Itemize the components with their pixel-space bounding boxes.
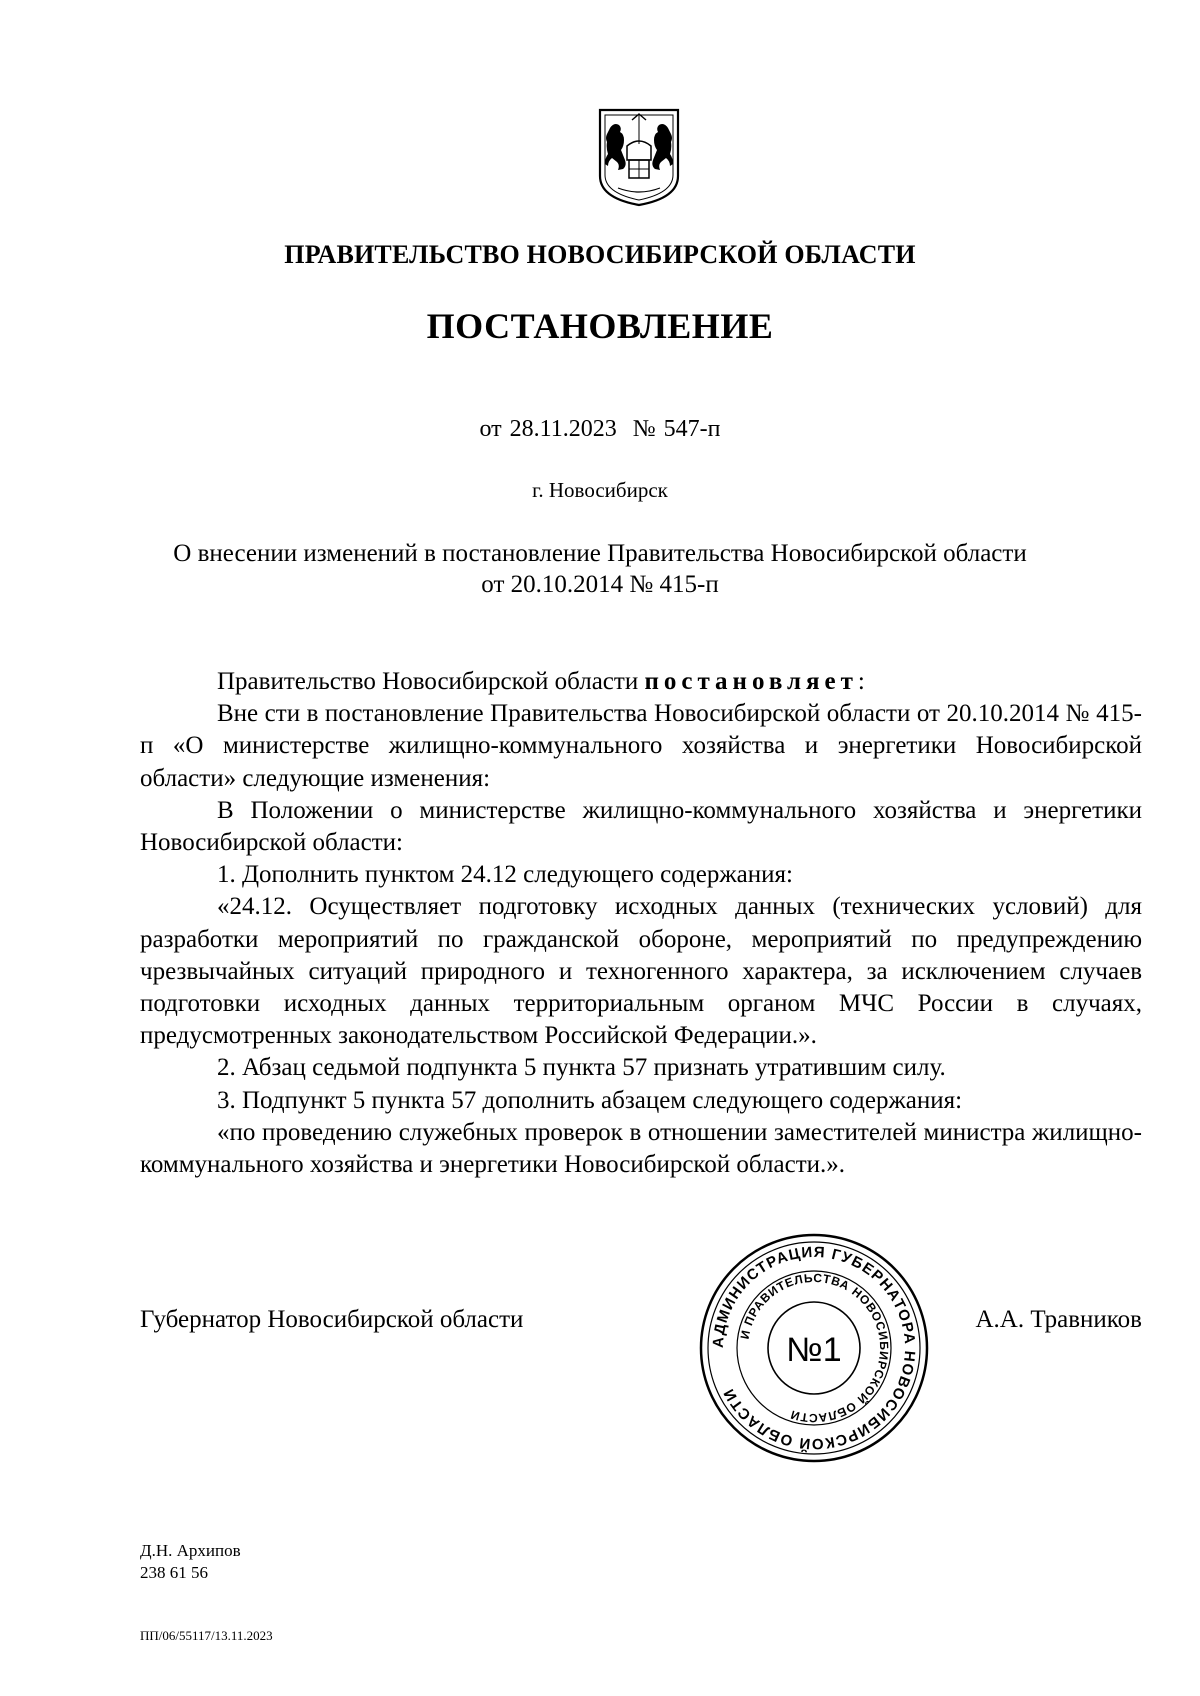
document-city: г. Новосибирск — [532, 478, 668, 502]
paragraph-6: 3. Подпункт 5 пункта 57 дополнить абзацем следующего содержания: — [217, 1086, 963, 1114]
subject-line-1: О внесении изменений в постановление Правительства Новосибирской области — [173, 540, 1027, 567]
paragraph-1: Вне сти в постановление Правительства Новосибирской области от 20.10.2014 № 415-п «О министерстве жилищно-коммунального хозяйства и энергетики Новосибирской области» следующие изменения: — [140, 700, 1142, 792]
paragraph-3: 1. Дополнить пунктом 24.12 следующего содержания: — [217, 861, 793, 889]
coat-of-arms-icon — [596, 106, 682, 208]
document-body — [140, 666, 1142, 1181]
seal-outer-text: АДМИНИСТРАЦИЯ ГУБЕРНАТОРА НОВОСИБИРСКОЙ ОБЛАСТИ — [709, 1243, 919, 1453]
signer-position: Губернатор Новосибирской области — [140, 1306, 524, 1333]
paragraph-5: 2. Абзац седьмой подпункта 5 пункта 57 признать утратившим силу. — [217, 1054, 946, 1082]
official-seal-icon — [698, 1232, 930, 1464]
executor-name: Д.Н. Архипов — [140, 1541, 241, 1560]
document-type-title: ПОСТАНОВЛЕНИЕ — [426, 306, 774, 346]
paragraph-4: «24.12. Осуществляет подготовку исходных данных (технических условий) для разработки мероприятий по гражданской обороне, мероприятий по предупреждению чрезвычайных ситуаций природного и техногенного характера, за исключением случаев подготовки исходных данных территориальным органом МЧС России в случаях, предусмотренных законодательством Российской Федерации.». — [140, 893, 1142, 1050]
executor-block — [140, 1540, 241, 1584]
seal-inner-text: И ПРАВИТЕЛЬСТВА НОВОСИБИРСКОЙ ОБЛАСТИ — [737, 1270, 892, 1426]
intro-suffix: : — [857, 668, 865, 695]
intro-prefix: Правительство Новосибирской области — [217, 668, 645, 695]
executor-phone: 238 61 56 — [140, 1563, 208, 1582]
signer-name: А.А. Травников — [975, 1306, 1142, 1333]
seal-center-number: №1 — [786, 1331, 842, 1369]
document-date-number: от 28.11.2023 № 547-п — [479, 416, 721, 442]
resolution-intro — [140, 666, 1142, 698]
document-subject — [140, 538, 1060, 600]
intro-keyword: постановляет — [644, 668, 858, 695]
subject-line-2: от 20.10.2014 № 415-п — [481, 571, 719, 598]
paragraph-2: В Положении о министерстве жилищно-коммунального хозяйства и энергетики Новосибирской области: — [140, 796, 1142, 857]
paragraph-7: «по проведению служебных проверок в отношении заместителей министра жилищно-коммунального хозяйства и энергетики Новосибирской области.». — [140, 1118, 1142, 1179]
document-code: ПП/06/55117/13.11.2023 — [140, 1628, 273, 1643]
organization-title: ПРАВИТЕЛЬСТВО НОВОСИБИРСКОЙ ОБЛАСТИ — [284, 240, 916, 269]
